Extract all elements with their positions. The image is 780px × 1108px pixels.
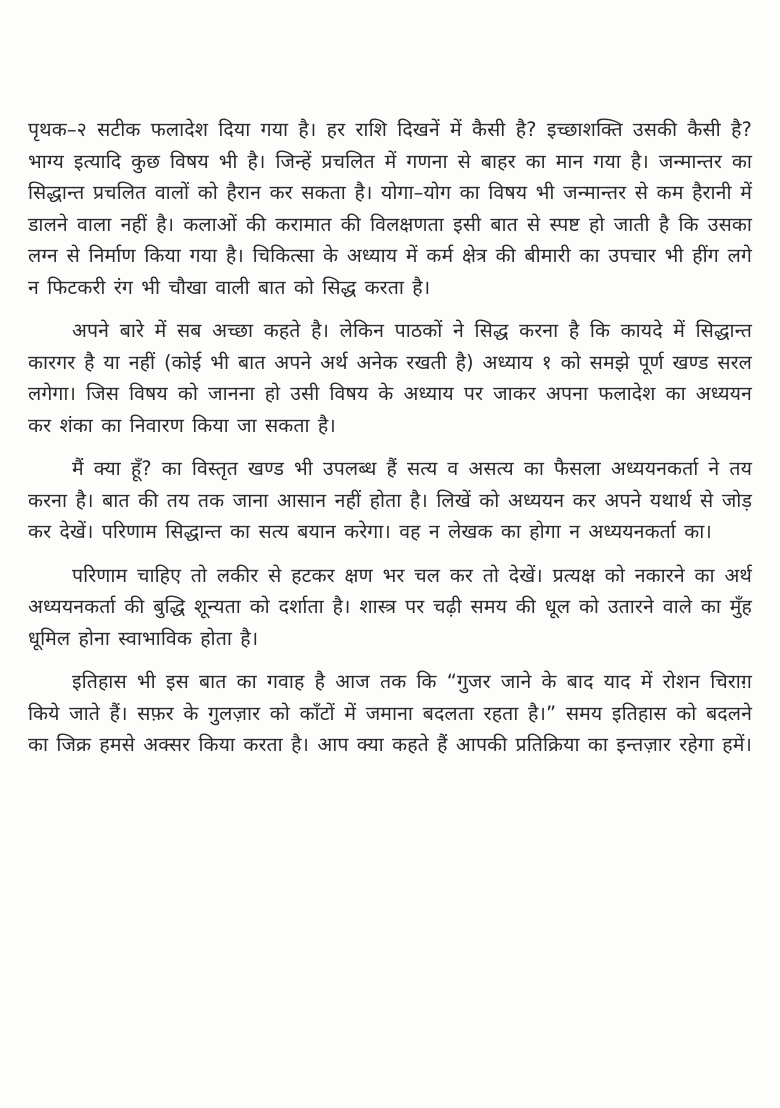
body-text [28, 114, 752, 773]
paragraph-3: मैं क्या हूँ? का विस्तृत खण्ड भी उपलब्ध हैं सत्य व असत्य का फैसला अध्ययनकर्ता ने तय करना है। बात की तय तक जाना आसान नहीं होता है। लिखें को अध्ययन कर अपने यथार्थ से जोड़ कर देखें। परिणाम सिद्धान्त का सत्य बयान करेगा। वह न लेखक का होगा न अध्ययनकर्ता का। [28, 457, 752, 543]
paragraph-5: इतिहास भी इस बात का गवाह है आज तक कि “गुजर जाने के बाद याद में रोशन चिराग़ किये जाते हैं। सफ़र के गुलज़ार को काँटों में जमाना बदलता रहता है।” समय इतिहास को बदलने का जिक्र हमसे अक्सर किया करता है। आप क्या कहते हैं आपकी प्रतिक्रिया का इन्तज़ार रहेगा हमें। [28, 670, 752, 756]
paragraph-1: पृथक–२ सटीक फलादेश दिया गया है। हर राशि दिखनें में कैसी है? इच्छाशक्ति उसकी कैसी है? भाग्य इत्यादि कुछ विषय भी है। जिन्हें प्रचलित में गणना से बाहर का मान गया है। जन्मान्तर का सिद्धान्त प्रचलित वालों को हैरान कर सकता है। योगा–योग का विषय भी जन्मान्तर से कम हैरानी में डालने वाला नहीं है। कलाओं की करामात की विलक्षणता इसी बात से स्पष्ट हो जाती है कि उसका लग्न से निर्माण किया गया है। चिकित्सा के अध्याय में कर्म क्षेत्र की बीमारी का उपचार भी हींग लगे न फिटकरी रंग भी चौखा वाली बात को सिद्ध करता है। [28, 118, 752, 299]
paragraph-4: परिणाम चाहिए तो लकीर से हटकर क्षण भर चल कर तो देखें। प्रत्यक्ष को नकारने का अर्थ अध्ययनकर्ता की बुद्धि शून्यता को दर्शाता है। शास्त्र पर चढ़ी समय की धूल को उतारने वाले का मुँह धूमिल होना स्वाभाविक होता है। [28, 563, 752, 650]
paragraph-2: अपने बारे में सब अच्छा कहते है। लेकिन पाठकों ने सिद्ध करना है कि कायदे में सिद्धान्त कारगर है या नहीं (कोई भी बात अपने अर्थ अनेक रखती है) अध्याय १ को समझे पूर्ण खण्ड सरल लगेगा। जिस विषय को जानना हो उसी विषय के अध्याय पर जाकर अपना फलादेश का अध्ययन कर शंका का निवारण किया जा सकता है। [28, 319, 752, 437]
